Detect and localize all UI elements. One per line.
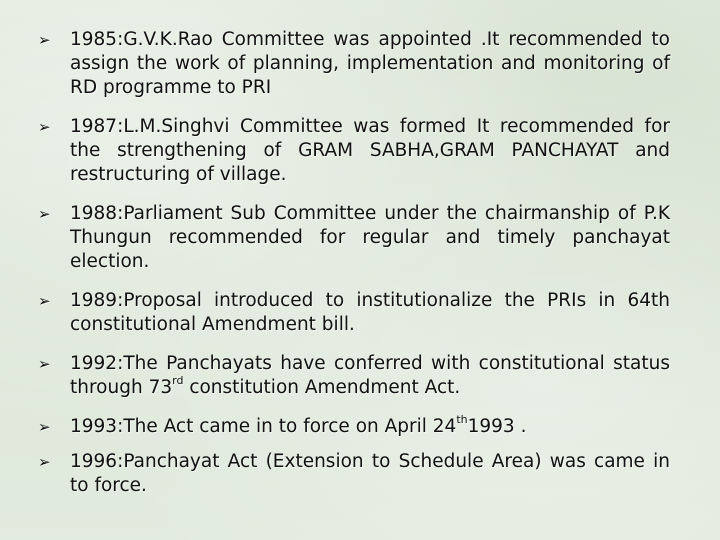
bullet-list — [38, 28, 670, 513]
bullet-text-rest: 1993 . — [467, 416, 527, 437]
arrow-bullet-icon: ➢ — [38, 355, 51, 373]
arrow-bullet-icon: ➢ — [38, 418, 51, 436]
arrow-bullet-icon: ➢ — [38, 292, 51, 310]
bullet-text-main: 1993:The Act came in to force on April 24 — [70, 416, 457, 437]
list-item-1987 — [38, 115, 670, 187]
bullet-text — [70, 412, 670, 439]
list-item-1992 — [38, 352, 670, 400]
arrow-bullet-icon: ➢ — [38, 31, 51, 49]
list-item-1996 — [38, 450, 670, 498]
list-item-1989 — [38, 289, 670, 337]
bullet-text-rest: constitution Amendment Act. — [183, 377, 461, 398]
bullet-text: 1985:G.V.K.Rao Committee was appointed .It recommended to assign the work of planning, implementation and monitoring of RD programme to PRI — [70, 29, 670, 98]
bullet-text: 1989:Proposal introduced to institutionalize the PRIs in 64th constitutional Amendment bill. — [70, 290, 670, 335]
arrow-bullet-icon: ➢ — [38, 205, 51, 223]
list-item-1988 — [38, 202, 670, 274]
ordinal-suffix: rd — [172, 373, 184, 387]
bullet-text: 1996:Panchayat Act (Extension to Schedule Area) was came in to force. — [70, 451, 670, 496]
ordinal-suffix: th — [456, 412, 468, 426]
bullet-text: 1987:L.M.Singhvi Committee was formed It recommended for the strengthening of GRAM SABHA,GRAM PANCHAYAT and restructuring of village. — [70, 116, 670, 185]
list-item-1985 — [38, 28, 670, 100]
bullet-text — [70, 352, 670, 400]
bullet-text-main: 1992:The Panchayats have conferred with constitutional status through 73 — [70, 353, 670, 398]
list-item-1993 — [38, 412, 670, 439]
arrow-bullet-icon: ➢ — [38, 118, 51, 136]
bullet-text: 1988:Parliament Sub Committee under the chairmanship of P.K Thungun recommended for regular and timely panchayat election. — [70, 203, 670, 272]
arrow-bullet-icon: ➢ — [38, 453, 51, 471]
